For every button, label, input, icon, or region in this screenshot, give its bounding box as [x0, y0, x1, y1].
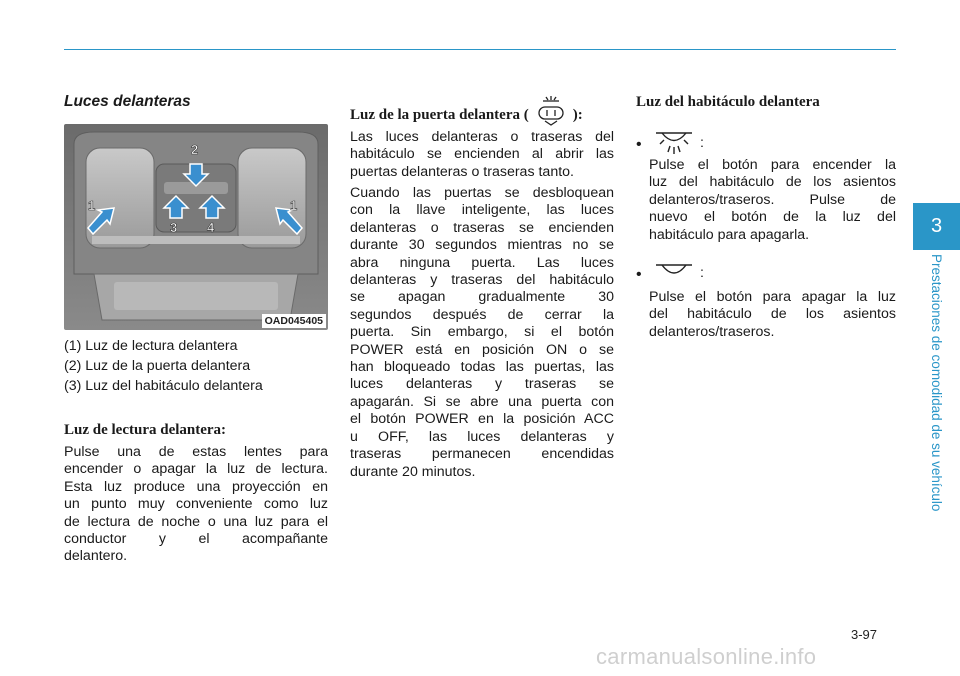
cabin-light-heading: Luz del habitáculo delantera — [636, 94, 820, 110]
callout-2: 2 — [191, 142, 199, 157]
door-light-heading: Luz de la puerta delantera ( ): — [350, 101, 614, 129]
callout-4: 4 — [207, 220, 215, 235]
door-light-icon — [529, 95, 573, 123]
callout-1-left: 1 — [88, 198, 96, 213]
callout-1-right: 1 — [290, 198, 298, 213]
door-light-text-2: Cuando las puertas se desbloquean con la llave inteligente, las luces delanteras o traseras se encienden durante 30 segundos mientras no se abra ninguna puerta. Las luces delanteras y traseras del habitáculo se apagan gradualmente 30 segundos después de cerrar la puerta. Sin embargo, si el botón POWER está en posición ON o se han bloqueado todas las puertas, las luces delanteras y traseras se apagarán. Si se abre una puerta con el botón POWER en la posición ACC u OFF, las luces delanteras y traseras permanecen encendidas durante 20 minutos. — [350, 185, 614, 480]
cabin-item1-text: Pulse el botón para encender la luz del habitáculo de los asientos delanteros/traseros. Pulse de nuevo el botón de la luz del habitáculo para apagarla. — [649, 157, 896, 243]
header-rule — [64, 49, 896, 50]
reading-light-heading: Luz de lectura delantera: — [64, 422, 227, 438]
overhead-console-illustration — [64, 124, 328, 330]
bullet: • — [636, 266, 642, 283]
cabin-item1-label: : — [652, 130, 704, 156]
overhead-console-photo — [64, 124, 328, 330]
watermark: carmanualsonline.info — [596, 644, 817, 669]
bullet: • — [636, 136, 642, 153]
cabin-item2-label: : — [652, 262, 704, 284]
legend-item: (3) Luz del habitáculo delantera — [64, 378, 263, 394]
legend-item: (2) Luz de la puerta delantera — [64, 358, 251, 374]
cabin-light-off-icon — [652, 262, 696, 284]
reading-light-text: Pulse una de estas lentes para encender o apagar la luz de lectura. Esta luz produce una proyección en un punto muy conveniente como luz de lectura de noche o una luz para el conductor y el acompañante delantero. — [64, 444, 328, 565]
legend-item: (1) Luz de lectura delantera — [64, 338, 238, 354]
photo-code: OAD045405 — [262, 314, 326, 328]
callout-3: 3 — [170, 220, 178, 235]
cabin-light-on-icon — [652, 130, 696, 156]
chapter-title: Prestaciones de comodidad de su vehículo — [929, 254, 944, 512]
page-number: 3-97 — [851, 627, 878, 642]
cabin-item2-text: Pulse el botón para apagar la luz del habitáculo de los asientos delanteros/traseros. — [649, 289, 896, 340]
chapter-tab: 3 — [913, 203, 960, 250]
section-title: Luces delanteras — [64, 93, 191, 110]
door-light-text-1: Las luces delanteras o traseras del habitáculo se encienden al abrir las puertas delanteras o traseras tanto. — [350, 129, 614, 180]
